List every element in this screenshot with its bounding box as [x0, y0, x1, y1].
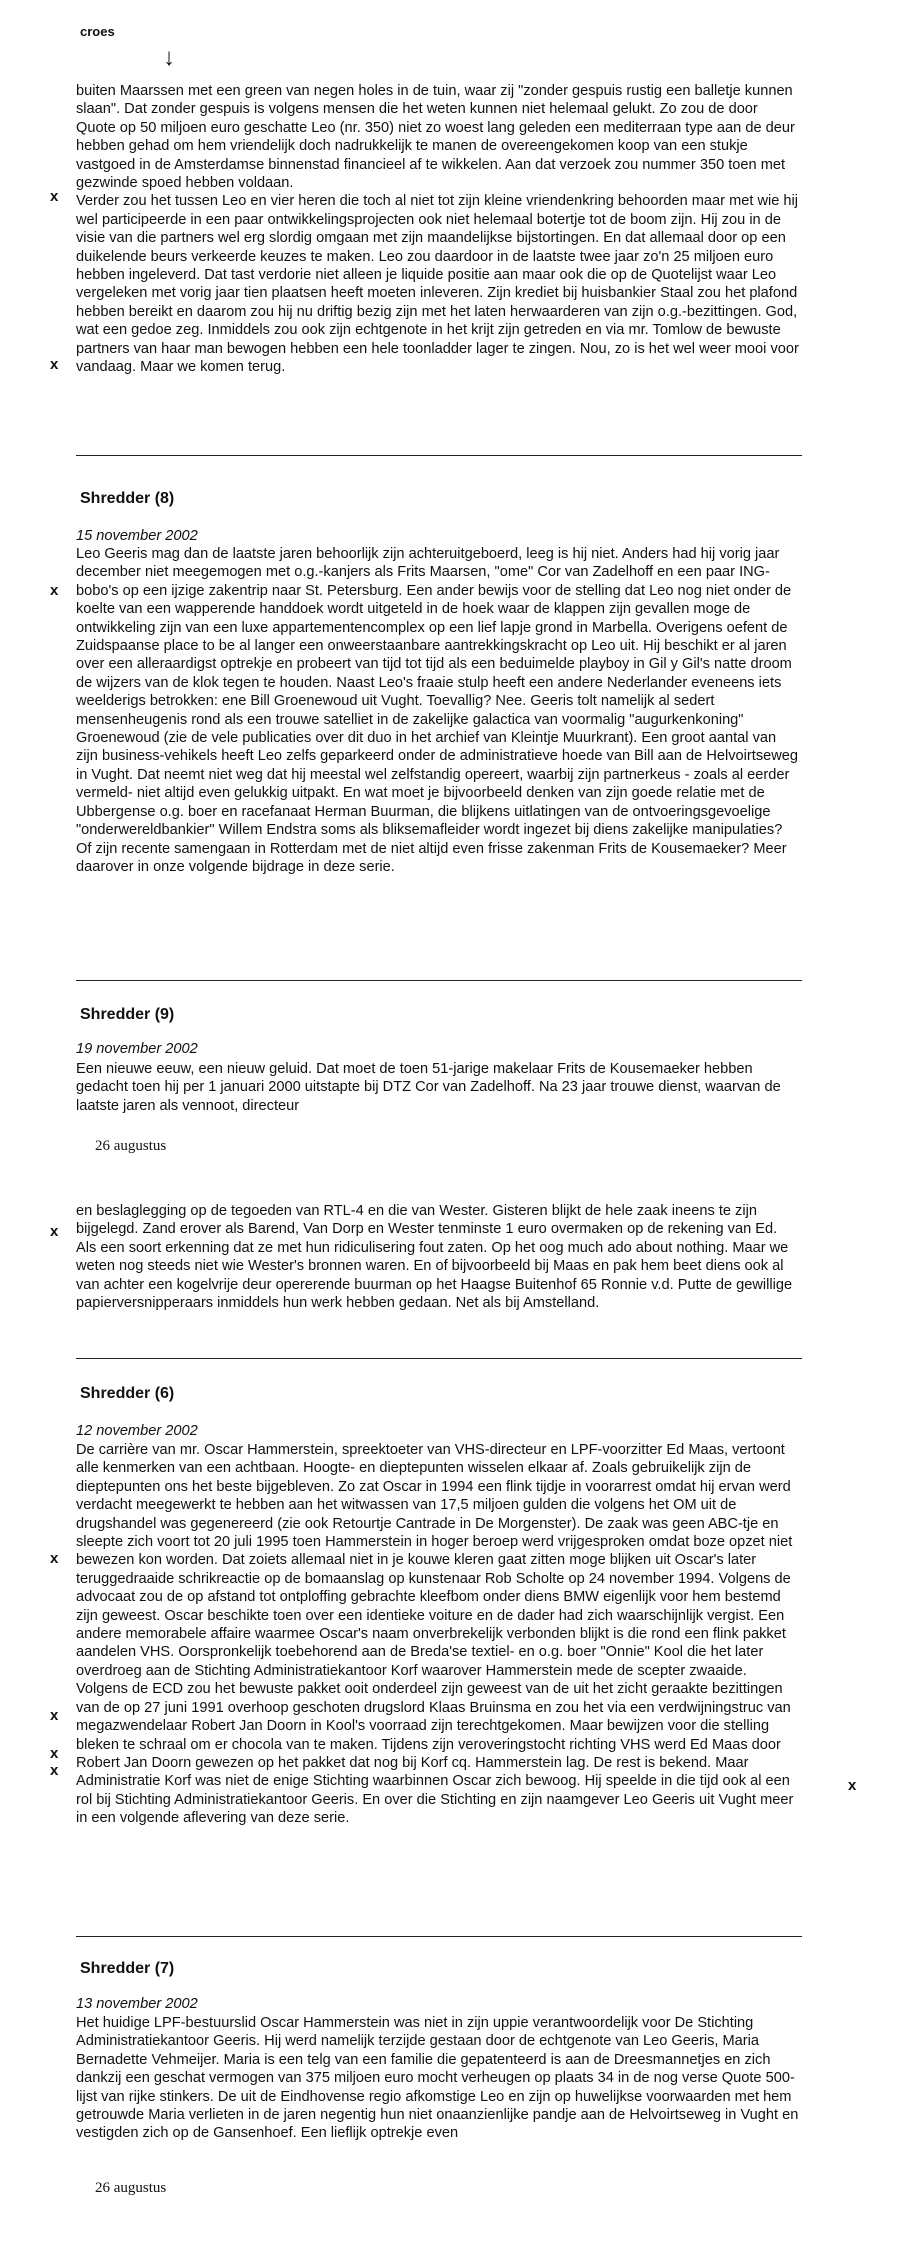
margin-mark: x: [50, 188, 59, 205]
page-footer-date: 26 augustus: [95, 2180, 167, 2196]
page-footer-date: 26 augustus: [95, 1138, 167, 1154]
margin-mark: x: [50, 1762, 59, 1779]
section-title: Shredder (8): [80, 490, 175, 507]
section-date: 13 november 2002: [76, 1996, 198, 2012]
section-body: Leo Geeris mag dan de laatste jaren behoorlijk zijn achteruitgeboerd, leeg is hij niet. Anders had hij vorig jaar december niet meegemogen met o.g.-kanjers als Frits Maarsen, "ome" Cor van Zadelhoff en een paar ING-bobo's op een ijzige zakentrip naar St. Petersburg. Een ander bewijs voor de stelling dat Leo nog niet onder de koelte van een wapperende handdoek wordt uitgeteld in de hoek waar de klappen zijn gevallen moge de ontwikkeling zijn van een luxe appartementencomplex op een lief lapje grond in Marbella. Overigens oefent de Zuidspaanse place to be al langer een onweerstaanbare aantrekkingskracht op Leo uit. Hij beschikt er al jaren over een alleraardigst optrekje en probeert van tijd tot tijd als een beduimelde playboy in Gil y Gil's natte droom de wijzers van de klok tegen te houden. Naast Leo's fraaie stulp heeft een andere Nederlander eveneens iets weelderigs betrokken: ene Bill Groenewoud uit Vught. Toevallig? Nee. Geeris tolt namelijk al sedert mensenheugenis rond als een trouwe satelliet in de zakelijke galactica van voormalig "augurkenkoning" Groenewoud (zie de vele publicaties over dit duo in het archief van Kleintje Muurkrant). Een groot aantal van zijn business-vehikels heeft Leo zelfs geparkeerd onder de administratieve hoede van Bill aan de Helvoirtseweg in Vught. Dat neemt niet weg dat hij meestal wel zelfstandig opereert, waarbij zijn partnerkeus - zoals al eerder vermeld- niet altijd even gelukkig uitpakt. En wat moet je bijvoorbeeld denken van zijn goede relatie met de Ubbergense o.g. boer en racefanaat Herman Buurman, die blijkens uitlatingen van de ontvoeringsgevoelige "onderwereldbankier" Willem Endstra soms als bliksemafleider wordt ingezet bij diens zakelijke manipulaties? Of zijn recente samengaan in Rotterdam met de niet altijd even frisse zakenman Frits de Kousemaeker? Meer daarover in onze volgende bijdrage in deze serie.: [76, 546, 798, 875]
margin-mark: x: [50, 1707, 59, 1724]
margin-mark: x: [848, 1777, 857, 1794]
section-title: Shredder (7): [80, 1960, 175, 1977]
divider: [76, 1358, 802, 1359]
opening-paragraph: buiten Maarssen met een green van negen holes in de tuin, waar zij "zonder gespuis rustig een balletje kunnen slaan". Dat zonder gespuis is volgens mensen die het weten kunnen niet helemaal gelukt. Zo zou de door Quote op 50 miljoen euro geschatte Leo (nr. 350) niet zo woest lang geleden een mediterraan type aan de deur hebben gehad om hem vriendelijk doch nadrukkelijk te manen de overeengekomen koop van een stukje vastgoed in de Amsterdamse binnenstad financieel af te wikkelen. Aan dat verzoek zou nummer 350 toen met gezwinde spoed hebben voldaan. Verder zou het tussen Leo en vier heren die toch al niet tot zijn kleine vriendenkring behoorden maar met wie hij wel participeerde in een paar ontwikkelingsprojecten ook niet helemaal botertje tot de boom zijn. Hij zou in de visie van die partners wel erg slordig omgaan met zijn maandelijkse bijstortingen. En dat allemaal door op een duikelende beurs verkeerde keuzes te maken. Leo zou daardoor in de laatste twee jaar zo'n 25 miljoen euro hebben ingeleverd. Dat tast verdorie niet alleen je liquide positie aan maar ook die op de Quotelijst waar Leo vergeleken met vorig jaar tien plaatsen heeft moeten inleveren. Zijn krediet bij huisbankier Staal zou het plafond hebben bereikt en daarom zou hij nu driftig bezig zijn met het laten herwaarderen van zijn o.g.-bezittingen. God, wat een gedoe zeg. Inmiddels zou ook zijn echtgenote in het krijt zijn getreden en via mr. Tomlow de bewuste partners van haar man bewogen hebben een hele toonladder lager te zingen. Nou, zo is het wel weer mooi voor vandaag. Maar we komen terug.: [76, 83, 799, 376]
section-body: Een nieuwe eeuw, een nieuw geluid. Dat moet de toen 51-jarige makelaar Frits de Kousemaeker hebben gedacht toen hij per 1 januari 2000 uitstapte bij DTZ Cor van Zadelhoff. Na 23 jaar trouwe dienst, waarvan de laatste jaren als vennoot, directeur: [76, 1061, 781, 1114]
section-body: Het huidige LPF-bestuurslid Oscar Hammerstein was niet in zijn uppie verantwoordelijk voor De Stichting Administratiekantoor Geeris. Hij werd namelijk terzijde gestaan door de echtgenote van Leo Geeris, Maria Bernadette Vehmeijer. Maria is een telg van een familie die gepatenteerd is aan de Dreesmannetjes en zich dankzij een geschat vermogen van 375 miljoen euro mocht verheugen op plaats 34 in de nog verse Quote 500-lijst van rijke stinkers. De uit de Eindhovense regio afkomstige Leo en zijn op huwelijkse voorwaarden met hem getrouwde Maria verlieten in de jaren negentig hun niet onaanzienlijke pandje aan de Helvoirtseweg in Vught en vestigden zich op de Gansenhoef. Een lieflijk optrekje even: [76, 2015, 799, 2142]
margin-mark: x: [50, 582, 59, 599]
margin-mark: x: [50, 1223, 59, 1240]
section-date: 15 november 2002: [76, 528, 198, 544]
header-word: croes: [80, 24, 115, 39]
section-date: 12 november 2002: [76, 1423, 198, 1439]
continuation-paragraph: en beslaglegging op de tegoeden van RTL-4 en die van Wester. Gisteren blijkt de hele zaak ineens te zijn bijgelegd. Zand erover als Barend, Van Dorp en Wester tenminste 1 euro overmaken op de rekening van Ed. Als een soort erkenning dat ze met hun ridiculisering fout zaten. Op het oog much ado about nothing. Maar we weten nog steeds niet wie Wester's bronnen waren. En of bijvoorbeeld bij Maas en pak hem beet diens ook al van achter een kogelvrije deur opererende buurman op het Haagse Buitenhof 65 Ronnie v.d. Putte de gewillige papierversnipperaars inmiddels hun werk hebben gedaan. Net als bij Amstelland.: [76, 1203, 793, 1312]
divider: [76, 980, 802, 981]
arrow-mark: ↓: [163, 44, 175, 71]
margin-mark: x: [50, 356, 59, 373]
section-date: 19 november 2002: [76, 1041, 198, 1057]
divider: [76, 1936, 802, 1937]
section-title: Shredder (6): [80, 1385, 175, 1402]
divider: [76, 455, 802, 456]
section-body: De carrière van mr. Oscar Hammerstein, spreektoeter van VHS-directeur en LPF-voorzitter Ed Maas, vertoont alle kenmerken van een achtbaan. Hoogte- en dieptepunten wisselen elkaar af. Zoals gebruikelijk zijn de dieptepunten ons het beste bijgebleven. Zo zat Oscar in 1994 een flink tijdje in voorarrest omdat hij ervan werd verdacht meegewerkt te hebben aan het witwassen van 17,5 miljoen gulden die volgens het OM uit de drugshandel was gegenereerd (zie ook Retourtje Cantrade in De Morgenster). De zaak was geen ABC-tje en sleepte zich voort tot 20 juli 1995 toen Hammerstein in hoger beroep werd vrijgesproken omdat boze opzet niet bewezen kon worden. Dat zoiets allemaal niet in je kouwe kleren gaat zitten moge blijken uit Oscar's later teruggedraaide schrikreactie op de bomaanslag op kunstenaar Rob Scholte op 24 november 1994. Volgens de advocaat zou de op afstand tot ontploffing gebrachte kleefbom onder diens BMW eigenlijk voor hem bestemd zijn geweest. Oscar beschikte toen over een identieke voiture en de dader had zich waarschijnlijk vergist. Een andere memorabele affaire waarmee Oscar's naam onverbrekelijk verbonden blijkt is die rond een flink pakket aandelen VHS. Oorspronkelijk toebehorend aan de Breda'se textiel- en o.g. boer "Onnie" Kool die het later overdroeg aan de Stichting Administratiekantoor Korf waarover Hammerstein mede de scepter zwaaide. Volgens de ECD zou het bewuste pakket ooit onderdeel zijn geweest van de uit het zicht geraakte bezittingen van de op 27 juni 1991 overhoop geschoten drugslord Klaas Bruinsma en zou het via een verdwijningstruc van megazwendelaar Robert Jan Doorn in Kool's voorraad zijn terechtgekomen. Maar bewijzen voor die stelling bleken te schraal om er chocola van te maken. Tijdens zijn veroveringstocht richting VHS werd Ed Maas door Robert Jan Doorn gewezen op het pakket dat nog bij Korf cq. Hammerstein lag. De rest is bekend. Maar Administratie Korf was niet de enige Stichting waarbinnen Oscar zich bewoog. Hij speelde in die tijd ook al een rol bij Stichting Administratiekantoor Geeris. En over die Stichting en zijn naamgever Leo Geeris uit Vught meer in een volgende aflevering van deze serie.: [76, 1442, 794, 1827]
margin-mark: x: [50, 1550, 59, 1567]
section-title: Shredder (9): [80, 1006, 175, 1023]
margin-mark: x: [50, 1745, 59, 1762]
